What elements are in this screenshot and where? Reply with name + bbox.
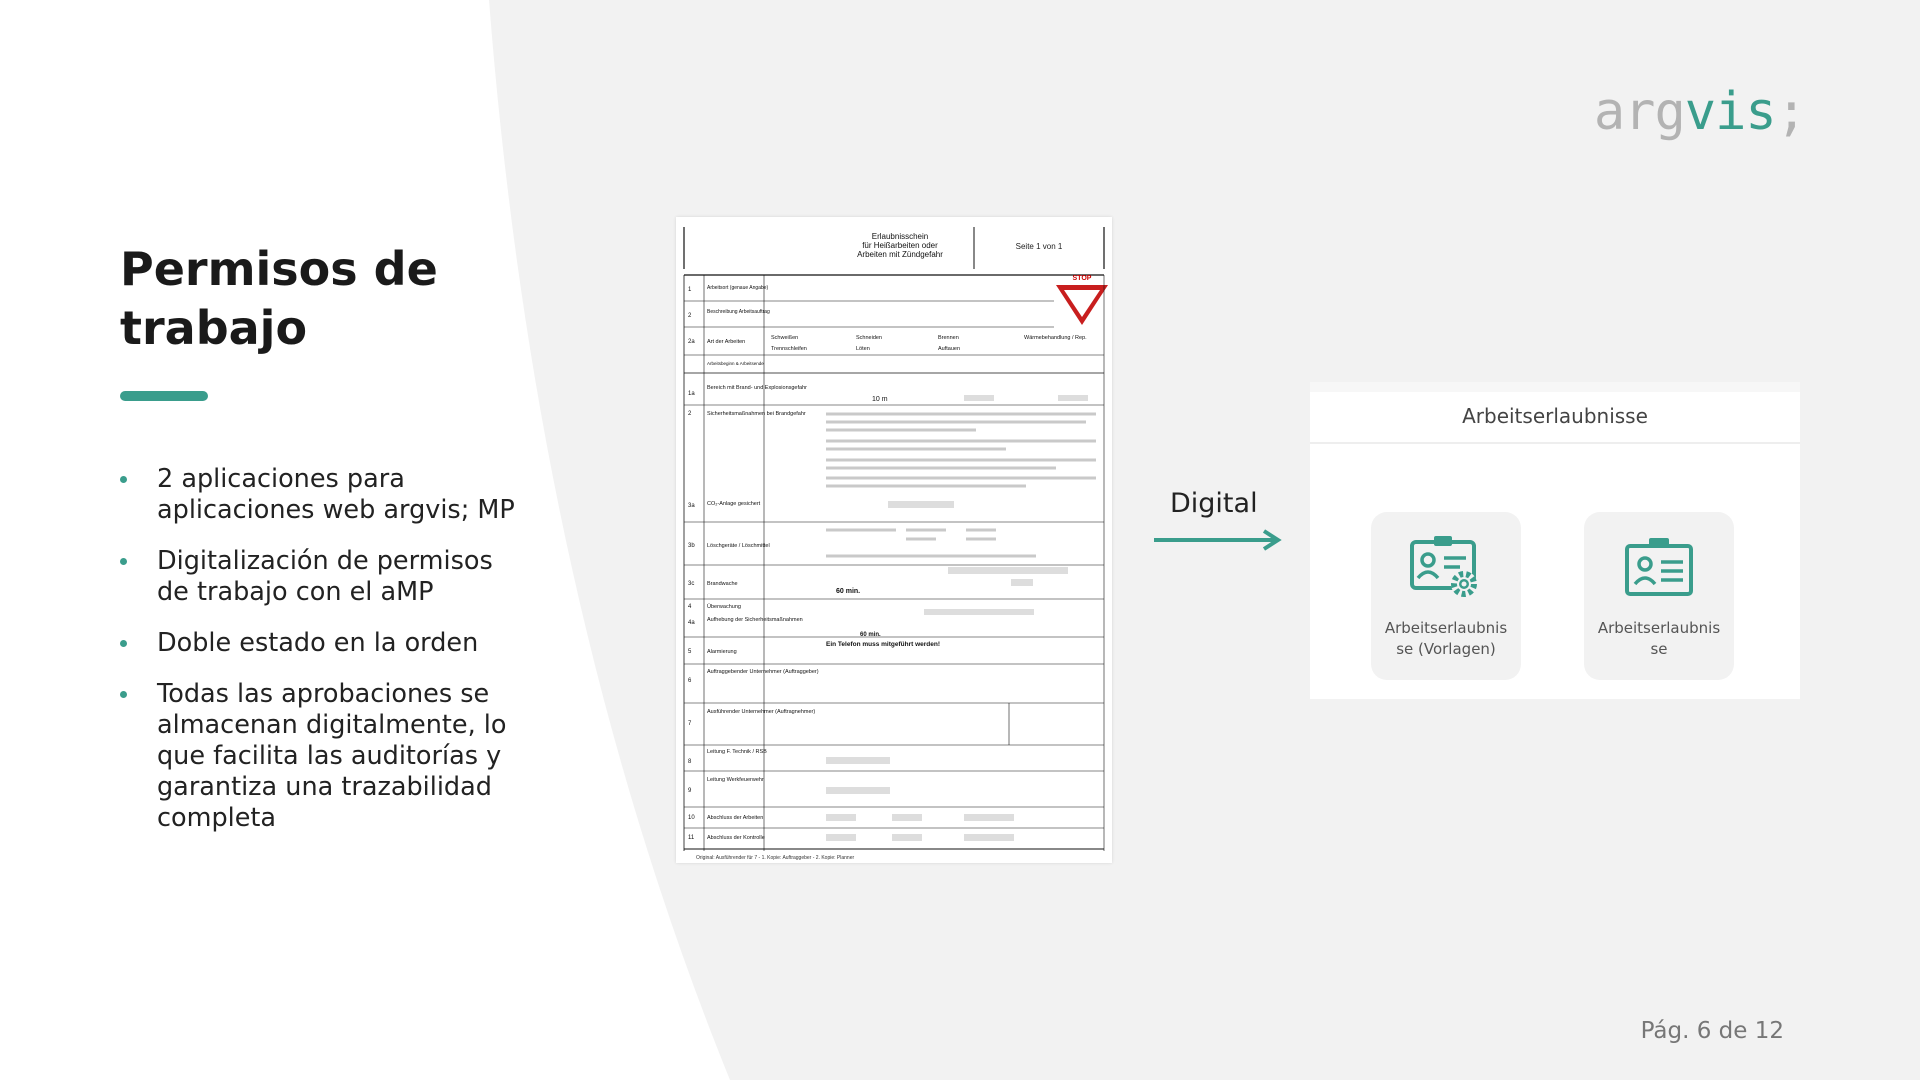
svg-text:6: 6 [688,678,692,684]
svg-text:CO₂-Anlage gesichert: CO₂-Anlage gesichert [707,501,761,507]
bullet-item: Todas las aprobaciones se almacenan digitalmente, lo que facilita las auditorías y garantiza una trazabilidad completa [120,679,530,834]
bullet-dot [120,558,127,565]
svg-text:3a: 3a [688,503,695,509]
svg-text:Arbeitsbeginn & Arbeitsende: Arbeitsbeginn & Arbeitsende [707,361,764,366]
svg-text:Auftraggebender Unternehmer (A: Auftraggebender Unternehmer (Auftraggeber) [707,669,819,675]
svg-text:Auftauen: Auftauen [938,346,961,352]
svg-text:2: 2 [688,313,692,319]
bullet-list [120,464,530,854]
svg-text:Löten: Löten [856,346,870,352]
svg-text:Beschreibung Arbeitsauftrag: Beschreibung Arbeitsauftrag [707,309,770,315]
tile-arbeitserlaubnisse[interactable] [1584,512,1734,680]
svg-text:Alarmierung: Alarmierung [707,649,737,655]
bullet-dot [120,691,127,698]
bullet-item: Digitalización de permisos de trabajo con el aMP [120,546,530,608]
svg-text:Sicherheitsmaßnahmen bei Brand: Sicherheitsmaßnahmen bei Brandgefahr [707,411,806,417]
svg-text:Überwachung: Überwachung [707,604,741,610]
panel-title: Arbeitserlaubnisse [1462,404,1648,428]
app-panel [1310,382,1800,699]
svg-text:Arbeitsort (genaue Angabe): Arbeitsort (genaue Angabe) [707,285,769,291]
svg-text:2: 2 [688,411,692,417]
argvis-logo: argvis; [1593,82,1806,142]
doc-footer: Original: Ausführender für 7 - 1. Kopie: Auftraggeber - 2. Kopie: Planner [696,855,855,861]
svg-text:Trennschleifen: Trennschleifen [771,346,807,352]
svg-text:Schneiden: Schneiden [856,335,882,341]
svg-text:9: 9 [688,788,692,794]
digital-label: Digital [1170,488,1258,519]
tile-label: Arbeitserlaubnis se [1597,619,1721,658]
svg-text:Abschluss der Arbeiten: Abschluss der Arbeiten [707,815,764,821]
svg-text:Löschgeräte / Löschmittel: Löschgeräte / Löschmittel [707,543,770,549]
svg-text:10 m: 10 m [872,396,888,403]
svg-text:Brennen: Brennen [938,335,959,341]
panel-top-strip [1310,382,1800,392]
doc-rows [684,285,1104,849]
svg-text:Wärmebehandlung / Rep.: Wärmebehandlung / Rep. [1024,335,1087,341]
svg-text:Schweißen: Schweißen [771,335,799,341]
id-card-gear-icon [1408,534,1484,602]
doc-header-line: für Heißarbeiten oder [862,241,938,250]
permit-document-image [676,217,1112,863]
svg-text:Abschluss der Kontrolle: Abschluss der Kontrolle [707,835,765,841]
svg-text:Art der Arbeiten: Art der Arbeiten [707,339,746,345]
slide-title: Permisos de trabajo [120,242,438,355]
stop-label: STOP [1072,275,1092,282]
panel-divider [1310,442,1800,444]
doc-header-line: Arbeiten mit Zündgefahr [857,250,943,259]
svg-text:60 min.: 60 min. [836,588,861,595]
svg-text:5: 5 [688,649,692,655]
bullet-dot [120,476,127,483]
svg-text:Bereich mit Brand- und Explosi: Bereich mit Brand- und Explosionsgefahr [707,385,807,391]
svg-text:60 min.: 60 min. [860,632,881,638]
doc-page-info: Seite 1 von 1 [1015,242,1063,251]
svg-text:1a: 1a [688,391,695,397]
svg-text:Ein Telefon muss mitgeführt we: Ein Telefon muss mitgeführt werden! [826,641,941,648]
title-underline [120,391,208,401]
svg-text:8: 8 [688,759,692,765]
svg-text:2a: 2a [688,339,695,345]
id-card-icon [1621,534,1697,602]
tile-arbeitserlaubnisse-vorlagen[interactable] [1371,512,1521,680]
svg-text:7: 7 [688,721,692,727]
arrow-right-icon [1152,528,1284,552]
svg-text:3c: 3c [688,581,695,587]
svg-text:10: 10 [688,815,695,821]
svg-text:1: 1 [688,287,692,293]
svg-text:Brandwache: Brandwache [707,581,738,587]
svg-text:4: 4 [688,604,692,610]
doc-header-line: Erlaubnisschein [871,232,929,241]
svg-text:Leitung Werkfeuerwehr: Leitung Werkfeuerwehr [707,777,764,783]
bullet-dot [120,640,127,647]
bullet-item: Doble estado en la orden [120,628,530,659]
svg-text:Aufhebung der Sicherheitsmaßna: Aufhebung der Sicherheitsmaßnahmen [707,617,803,623]
svg-text:Leitung F. Technik / RSB: Leitung F. Technik / RSB [707,749,767,755]
svg-text:3b: 3b [688,543,695,549]
page-number: Pág. 6 de 12 [1640,1018,1784,1044]
svg-text:4a: 4a [688,620,695,626]
bullet-item: 2 aplicaciones para aplicaciones web argvis; MP [120,464,530,526]
svg-text:11: 11 [688,835,695,841]
tile-label: Arbeitserlaubnis se (Vorlagen) [1384,619,1508,658]
svg-text:Ausführender Unternehmer (Auft: Ausführender Unternehmer (Auftragnehmer) [707,709,816,715]
